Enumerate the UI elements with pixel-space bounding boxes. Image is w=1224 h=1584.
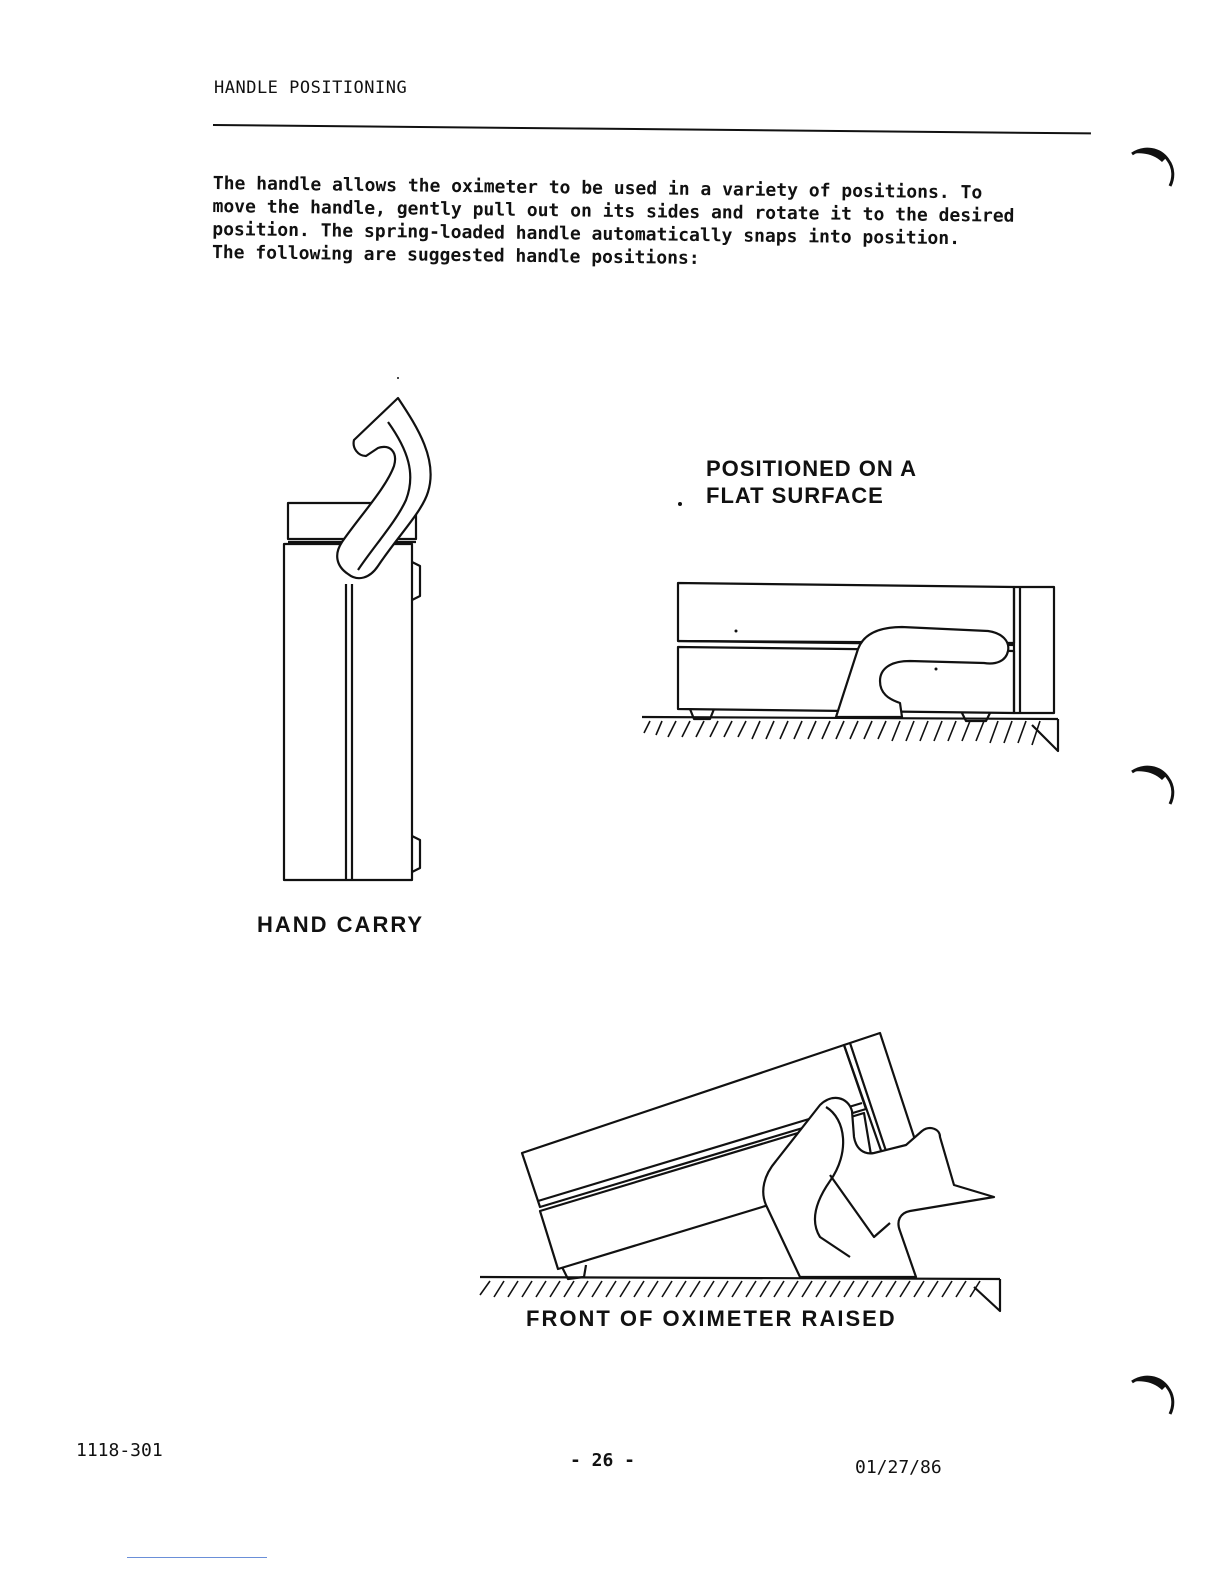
corner-mark-icon bbox=[1130, 140, 1180, 190]
header-rule bbox=[213, 124, 1091, 134]
front-raised-illustration bbox=[470, 1025, 1010, 1325]
footer-page-number: - 26 - bbox=[570, 1450, 636, 1471]
flat-surface-caption bbox=[706, 455, 917, 509]
intro-line: position. The spring-loaded handle automatically snaps into position. bbox=[212, 218, 961, 250]
header-title: HANDLE POSITIONING bbox=[214, 78, 408, 98]
corner-mark-icon bbox=[1130, 1368, 1180, 1418]
footer-date: 01/27/86 bbox=[855, 1457, 942, 1478]
intro-line: The handle allows the oximeter to be used in a variety of positions. To bbox=[212, 172, 983, 204]
flat-surface-illustration bbox=[640, 575, 1070, 760]
intro-line: move the handle, gently pull out on its sides and rotate it to the desired bbox=[212, 195, 1015, 227]
corner-mark-icon bbox=[1130, 758, 1180, 808]
front-raised-caption: FRONT OF OXIMETER RAISED bbox=[526, 1306, 897, 1331]
intro-paragraph bbox=[212, 172, 1103, 275]
flat-surface-caption-line: POSITIONED ON A bbox=[706, 456, 917, 481]
hand-carry-caption: HAND CARRY bbox=[257, 912, 425, 937]
hand-carry-illustration bbox=[270, 370, 460, 900]
flat-surface-caption-line: FLAT SURFACE bbox=[706, 483, 884, 508]
footer-doc-number: 1118-301 bbox=[76, 1440, 163, 1461]
intro-line: The following are suggested handle positions: bbox=[211, 241, 700, 269]
link-underline bbox=[127, 1557, 267, 1558]
